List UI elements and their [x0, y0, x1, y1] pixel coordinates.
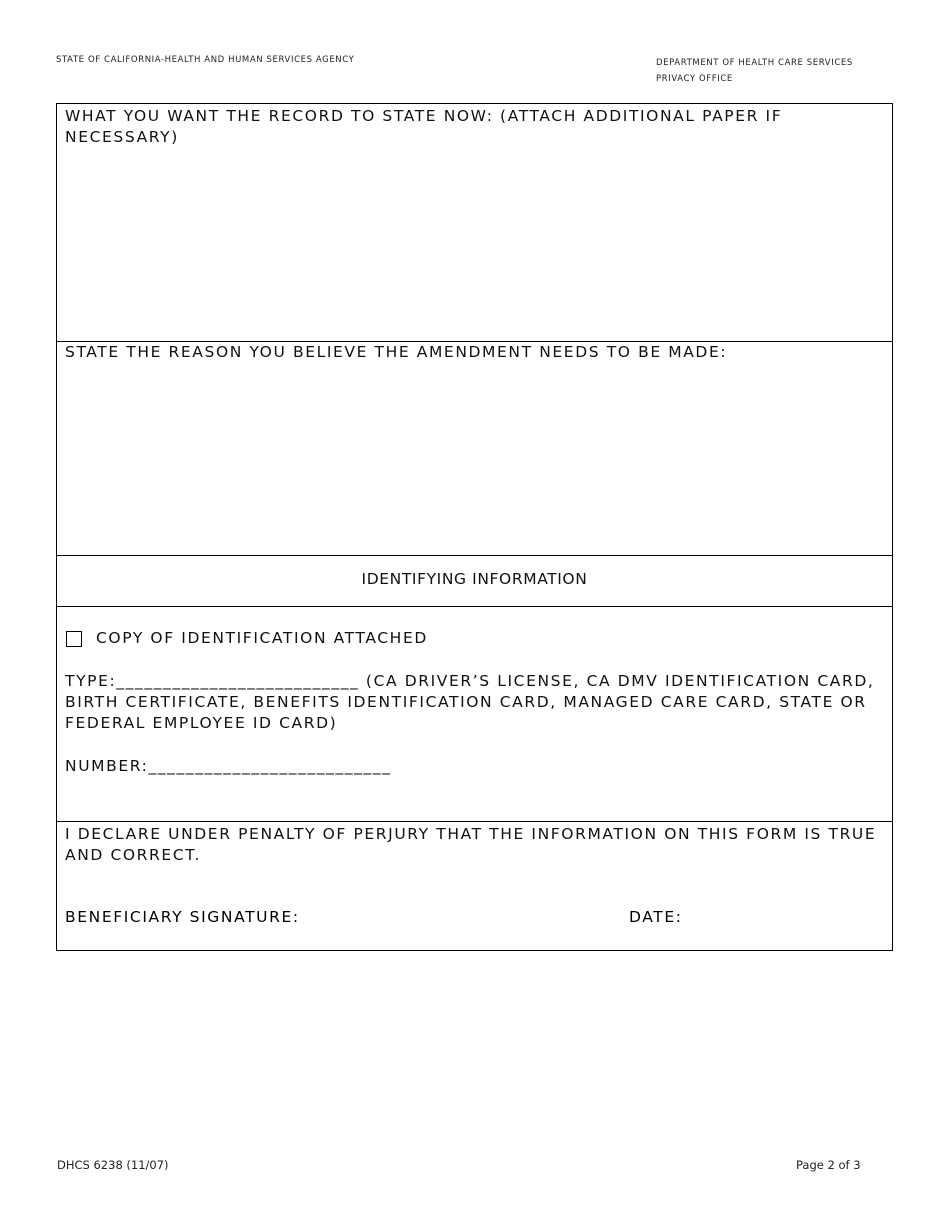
record-state-section[interactable]: [57, 104, 892, 342]
amendment-form: [56, 103, 893, 951]
type-field[interactable]: TYPE:__________________________ (CA DRIVER’S LICENSE, CA DMV IDENTIFICATION CARD, BIRTH CERTIFICATE, BENEFITS IDENTIFICATION CARD, MANAGED CARE CARD, STATE OR FEDERAL EMPLOYEE ID CARD): [65, 672, 875, 732]
date-field[interactable]: DATE:: [629, 908, 683, 926]
identifying-info-title: IDENTIFYING INFORMATION: [361, 570, 588, 588]
department-header: [656, 55, 853, 87]
declaration-section: [57, 822, 892, 950]
form-id: DHCS 6238 (11/07): [57, 1158, 169, 1172]
declaration-text: I DECLARE UNDER PENALTY OF PERJURY THAT THE INFORMATION ON THIS FORM IS TRUE AND CORRECT.: [65, 825, 877, 864]
department-name: DEPARTMENT OF HEALTH CARE SERVICES: [656, 58, 853, 68]
office-name: PRIVACY OFFICE: [656, 74, 733, 84]
signature-field[interactable]: BENEFICIARY SIGNATURE:: [65, 908, 300, 926]
number-field[interactable]: NUMBER:__________________________: [65, 757, 392, 775]
identifying-info-header: [57, 556, 892, 607]
page-number: Page 2 of 3: [796, 1158, 861, 1172]
record-state-label: WHAT YOU WANT THE RECORD TO STATE NOW: (ATTACH ADDITIONAL PAPER IF NECESSARY): [65, 107, 783, 146]
copy-attached-label: COPY OF IDENTIFICATION ATTACHED: [96, 629, 428, 647]
reason-section[interactable]: [57, 342, 892, 556]
copy-attached-checkbox[interactable]: [66, 631, 82, 647]
agency-header: STATE OF CALIFORNIA-HEALTH AND HUMAN SERVICES AGENCY: [56, 55, 355, 65]
reason-label: STATE THE REASON YOU BELIEVE THE AMENDMENT NEEDS TO BE MADE:: [65, 343, 728, 361]
identification-section: [57, 628, 892, 822]
